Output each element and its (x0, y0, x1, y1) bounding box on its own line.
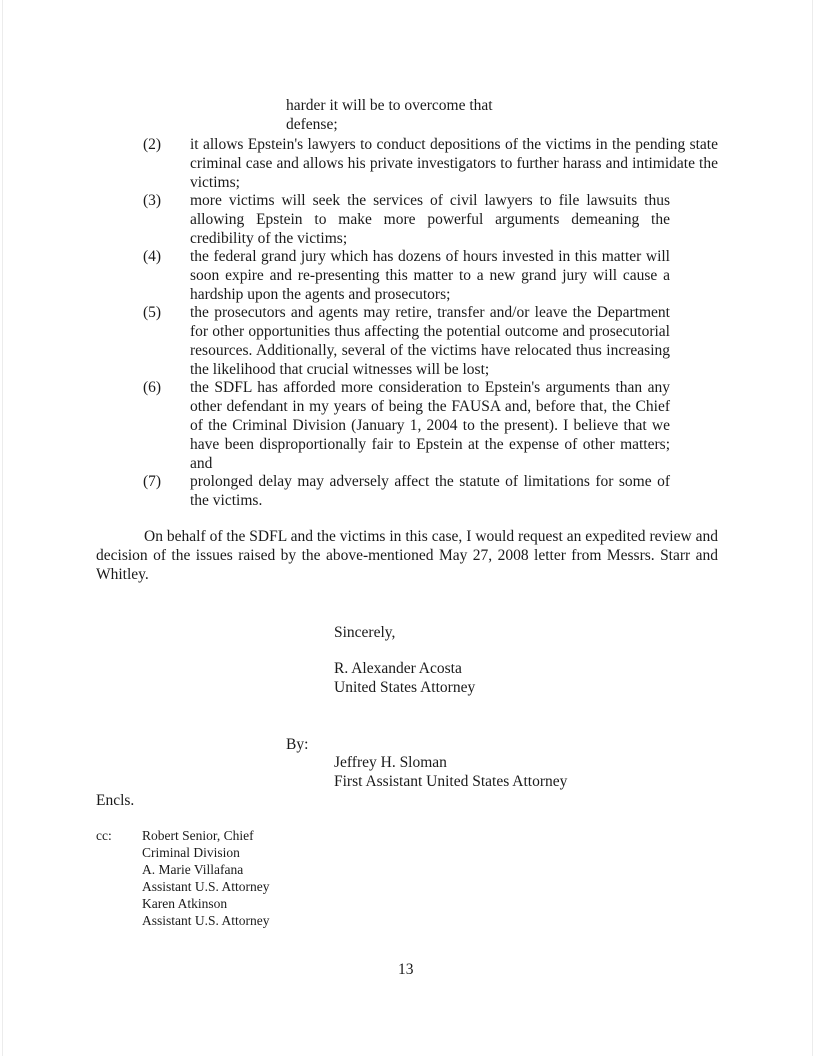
salutation: Sincerely, (334, 624, 396, 641)
reason-number: (4) (143, 248, 162, 265)
reason-text: the prosecutors and agents may retire, transfer and/or leave the Department for other opportunities thus affecting the potential outcome and prosecutorial resources. Additionally, several of the victims have relocated thus increasing the likelihood that crucial witnesses will be lost; (190, 304, 670, 378)
reason-number: (6) (143, 379, 162, 396)
reason-number: (7) (143, 473, 162, 490)
by-label: By: (286, 736, 309, 753)
scan-edge-left (2, 0, 3, 1056)
cc-line: Karen Atkinson (142, 896, 228, 911)
signer-name: Jeffrey H. Sloman (334, 754, 447, 771)
page-number: 13 (398, 961, 414, 978)
enclosures-label: Encls. (96, 792, 135, 809)
reason-text: the federal grand jury which has dozens of hours invested in this matter will soon expire and re-presenting this matter to a new grand jury will cause a hardship upon the agents and prosecutors; (190, 248, 670, 303)
continuation-line-2: defense; (286, 116, 338, 133)
reason-number: (5) (143, 304, 162, 321)
closing-paragraph: On behalf of the SDFL and the victims in this case, I would request an expedited review and decision of the issues raised by the above-mentioned May 27, 2008 letter from Messrs. Starr and Whitley. (96, 528, 718, 583)
cc-line: Assistant U.S. Attorney (142, 913, 270, 928)
cc-label: cc: (96, 828, 112, 843)
reason-text: prolonged delay may adversely affect the statute of limitations for some of the victims. (190, 473, 670, 509)
signatory-title: United States Attorney (334, 679, 476, 696)
reason-number: (2) (143, 136, 162, 153)
reason-text: it allows Epstein's lawyers to conduct depositions of the victims in the pending state criminal case and allows his private investigators to further harass and intimidate the victims; (190, 136, 718, 191)
signatory-name: R. Alexander Acosta (334, 660, 462, 677)
cc-line: A. Marie Villafana (142, 862, 244, 877)
signer-title: First Assistant United States Attorney (334, 773, 568, 790)
reason-text: more victims will seek the services of civil lawyers to file lawsuits thus allowing Epstein to make more powerful arguments demeaning the credibility of the victims; (190, 192, 670, 247)
cc-line: Assistant U.S. Attorney (142, 879, 270, 894)
reason-number: (3) (143, 192, 162, 209)
continuation-line-1: harder it will be to overcome that (286, 97, 493, 114)
scan-edge-right (812, 0, 813, 1056)
reason-text: the SDFL has afforded more consideration to Epstein's arguments than any other defendant in my years of being the FAUSA and, before that, the Chief of the Criminal Division (January 1, 2004 to the present). I believe that we have been disproportionally fair to Epstein at the expense of other matters; and (190, 379, 670, 472)
cc-line: Robert Senior, Chief (142, 828, 254, 843)
cc-line: Criminal Division (142, 845, 240, 860)
